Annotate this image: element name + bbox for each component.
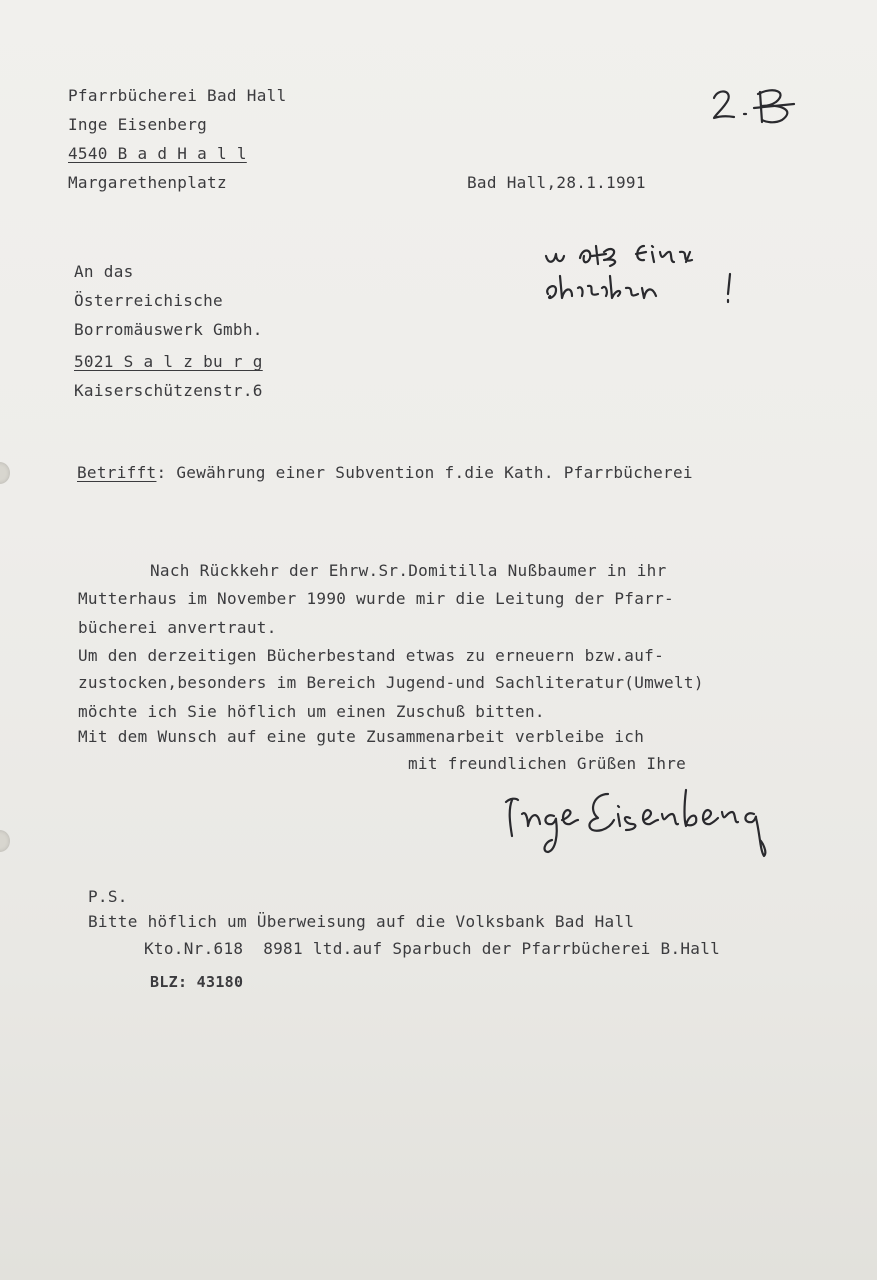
- ps-line1: Bitte höflich um Überweisung auf die Volksbank Bad Hall: [88, 912, 635, 931]
- body-line: Mit dem Wunsch auf eine gute Zusammenarbeit verbleibe ich: [78, 727, 645, 746]
- subject-text: : Gewährung einer Subvention f.die Kath. Pfarrbücherei: [156, 463, 693, 482]
- closing-line: mit freundlichen Grüßen Ihre: [408, 754, 687, 773]
- recipient-line1: An das: [74, 262, 134, 281]
- sender-person: Inge Eisenberg: [68, 115, 208, 134]
- sender-city: 4540 B a d H a l l: [68, 144, 247, 163]
- recipient-line3: Borromäuswerk Gmbh.: [74, 320, 263, 339]
- recipient-city: 5021 S a l z bu r g: [74, 352, 263, 371]
- body-line: zustocken,besonders im Bereich Jugend-und Sachliteratur(Umwelt): [78, 673, 704, 692]
- body-line: bücherei anvertraut.: [78, 618, 277, 637]
- handwritten-side-note: [540, 238, 750, 310]
- ps-label: P.S.: [88, 887, 128, 906]
- recipient-street: Kaiserschützenstr.6: [74, 381, 263, 400]
- sender-name: Pfarrbücherei Bad Hall: [68, 86, 287, 105]
- sender-street: Margarethenplatz: [68, 173, 227, 192]
- signature: [498, 780, 778, 862]
- body-line: Um den derzeitigen Bücherbestand etwas zu erneuern bzw.auf-: [78, 646, 665, 665]
- ps-line2: Kto.Nr.618 8981 ltd.auf Sparbuch der Pfarrbücherei B.Hall: [144, 939, 721, 958]
- subject-line: [77, 463, 693, 483]
- date-line: Bad Hall,28.1.1991: [467, 173, 646, 192]
- body-line: möchte ich Sie höflich um einen Zuschuß bitten.: [78, 702, 545, 721]
- recipient-line2: Österreichische: [74, 291, 223, 310]
- ps-blz: BLZ: 43180: [150, 973, 244, 991]
- body-line: Mutterhaus im November 1990 wurde mir die Leitung der Pfarr-: [78, 589, 674, 608]
- body-line: Nach Rückkehr der Ehrw.Sr.Domitilla Nußbaumer in ihr: [150, 561, 667, 580]
- handwritten-mark: [708, 84, 808, 128]
- subject-label: Betrifft: [77, 463, 157, 482]
